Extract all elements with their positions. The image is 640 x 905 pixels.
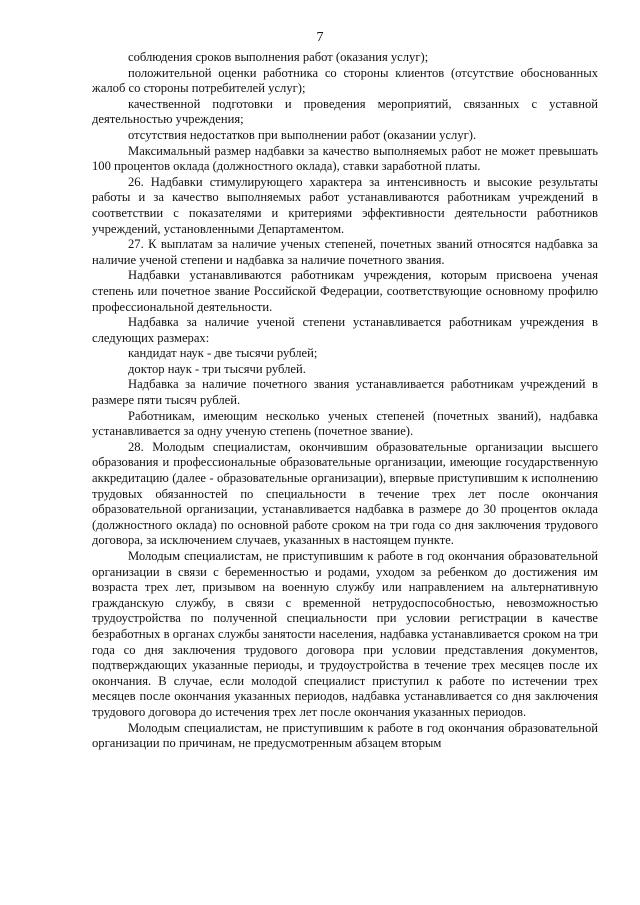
paragraph: 27. К выплатам за наличие ученых степеней, почетных званий относятся надбавка за наличие ученой степени и надбавка за наличие почетного звания. — [92, 237, 598, 267]
paragraph: Максимальный размер надбавки за качество выполняемых работ не может превышать 100 процентов оклада (должностного оклада), ставки заработной платы. — [92, 143, 598, 174]
paragraph: отсутствия недостатков при выполнении работ (оказании услуг). — [128, 127, 477, 142]
paragraph: Надбавка за наличие почетного звания устанавливается работникам учреждений в размере пяти тысяч рублей. — [92, 377, 598, 408]
paragraph: кандидат наук - две тысячи рублей; — [128, 346, 318, 361]
paragraph: положительной оценки работника со стороны клиентов (отсутствие обоснованных жалоб со стороны потребителей услуг); — [92, 65, 598, 96]
paragraph: доктор наук - три тысячи рублей. — [128, 361, 306, 376]
paragraph: Надбавки устанавливаются работникам учреждения, которым присвоена ученая степень или почетное звание Российской Федерации, соответствующие основному профилю профессиональной деятельности. — [92, 268, 598, 314]
paragraph: 28. Молодым специалистам, окончившим образовательные организации высшего образования и профессиональные образовательные организации, имеющие государственную аккредитацию (далее - образовательные организации), впервые приступившим к исполнению трудовых обязанностей по специальности в течение трех лет после окончания образовательной организации, устанавливается надбавка в размере до 30 процентов оклада (должностного оклада) по основной работе сроком на три года со дня заключения трудового договора, за исключением случаев, указанных в настоящем пункте. — [92, 439, 598, 548]
paragraph: Молодым специалистам, не приступившим к работе в год окончания образовательной организации в связи с беременностью и родами, уходом за ребенком до достижения им возраста трех лет, призывом на военную службу или направлением на альтернативную гражданскую службу, в связи с временной нетрудоспособностью, невозможностью трудоустройства по полученной специальности при условии регистрации в качестве безработных в органах службы занятости населения, надбавка устанавливается сроком на три года со дня заключения трудового договора при условии представления документов, подтверждающих указанные периоды, и трудоустройства в течение трех месяцев после их окончания. В случае, если молодой специалист приступил к работе по истечении трех месяцев после окончания указанных периодов, надбавка устанавливается со дня заключения трудового договора до истечения трех лет после окончания указанных периодов. — [92, 549, 598, 719]
paragraph: качественной подготовки и проведения мероприятий, связанных с уставной деятельностью учреждения; — [92, 96, 598, 127]
document-body — [92, 50, 598, 752]
paragraph: Молодым специалистам, не приступившим к работе в год окончания образовательной организации по причинам, не предусмотренным абзацем вторым — [92, 720, 598, 751]
paragraph: Надбавка за наличие ученой степени устанавливается работникам учреждения в следующих размерах: — [92, 315, 598, 345]
paragraph: 26. Надбавки стимулирующего характера за интенсивность и высокие результаты работы и за качество выполняемых работ устанавливаются работникам учреждений в соответствии с показателями и критериями эффективности деятельности работников учреждений, установленными Департаментом. — [92, 174, 598, 236]
page-number: 7 — [316, 30, 324, 45]
paragraph: Работникам, имеющим несколько ученых степеней (почетных званий), надбавка устанавливается за одну ученую степень (почетное звание). — [92, 408, 598, 439]
paragraph: соблюдения сроков выполнения работ (оказания услуг); — [128, 50, 429, 64]
